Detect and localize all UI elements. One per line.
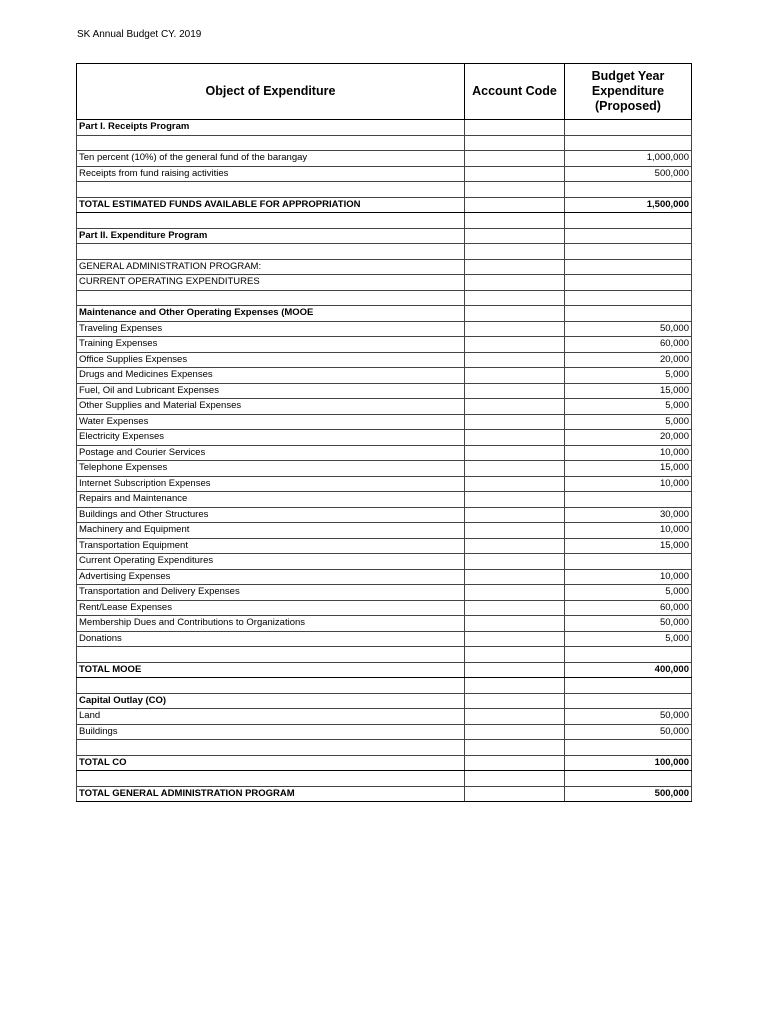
table-row [77,786,692,802]
row-label: Receipts from fund raising activities [77,166,465,182]
row-amount: 10,000 [565,445,692,461]
row-label: Postage and Courier Services [77,445,465,461]
row-label: TOTAL ESTIMATED FUNDS AVAILABLE FOR APPROPRIATION [77,197,465,213]
row-amount: 20,000 [565,352,692,368]
row-account-code [465,197,565,213]
row-amount [565,771,692,787]
row-amount: 5,000 [565,631,692,647]
row-label: Fuel, Oil and Lubricant Expenses [77,383,465,399]
table-row [77,166,692,182]
row-account-code [465,259,565,275]
row-account-code [465,244,565,260]
header-budget-year-expenditure: Budget Year Expenditure (Proposed) [565,64,692,120]
row-account-code [465,213,565,229]
table-row [77,740,692,756]
row-label: Ten percent (10%) of the general fund of the barangay [77,151,465,167]
row-label [77,771,465,787]
table-row [77,724,692,740]
row-account-code [465,662,565,678]
row-account-code [465,337,565,353]
table-row [77,151,692,167]
row-label: Other Supplies and Material Expenses [77,399,465,415]
row-label: Land [77,709,465,725]
row-amount: 10,000 [565,476,692,492]
row-amount: 500,000 [565,166,692,182]
row-account-code [465,461,565,477]
row-amount [565,492,692,508]
table-row [77,616,692,632]
row-label [77,647,465,663]
row-label: Transportation and Delivery Expenses [77,585,465,601]
row-account-code [465,430,565,446]
row-label: TOTAL CO [77,755,465,771]
row-amount: 1,500,000 [565,197,692,213]
row-amount [565,259,692,275]
row-label: Electricity Expenses [77,430,465,446]
row-label [77,244,465,260]
table-row [77,228,692,244]
row-account-code [465,616,565,632]
row-account-code [465,631,565,647]
row-account-code [465,600,565,616]
table-row [77,213,692,229]
row-account-code [465,275,565,291]
row-account-code [465,120,565,136]
row-amount: 50,000 [565,616,692,632]
row-account-code [465,678,565,694]
row-account-code [465,786,565,802]
table-row [77,182,692,198]
row-amount: 15,000 [565,538,692,554]
row-label: Buildings [77,724,465,740]
row-amount: 5,000 [565,585,692,601]
row-amount [565,135,692,151]
row-label [77,740,465,756]
row-account-code [465,321,565,337]
row-label: Membership Dues and Contributions to Organizations [77,616,465,632]
row-label: Current Operating Expenditures [77,554,465,570]
table-row [77,523,692,539]
row-amount: 1,000,000 [565,151,692,167]
header-account-code: Account Code [465,64,565,120]
row-label: Machinery and Equipment [77,523,465,539]
table-row [77,554,692,570]
table-row [77,321,692,337]
row-account-code [465,693,565,709]
row-amount [565,120,692,136]
budget-table [76,63,692,802]
row-amount: 60,000 [565,600,692,616]
row-account-code [465,290,565,306]
row-amount [565,244,692,260]
row-account-code [465,647,565,663]
row-label [77,678,465,694]
table-row [77,585,692,601]
table-row [77,135,692,151]
table-row [77,693,692,709]
table-row [77,600,692,616]
row-amount: 15,000 [565,461,692,477]
row-account-code [465,368,565,384]
row-label: Advertising Expenses [77,569,465,585]
table-row [77,120,692,136]
row-amount: 500,000 [565,786,692,802]
row-label [77,135,465,151]
row-label: Part II. Expenditure Program [77,228,465,244]
row-label: CURRENT OPERATING EXPENDITURES [77,275,465,291]
table-row [77,647,692,663]
row-amount: 60,000 [565,337,692,353]
row-amount: 50,000 [565,724,692,740]
table-row [77,461,692,477]
row-amount: 5,000 [565,368,692,384]
row-amount [565,693,692,709]
row-amount: 50,000 [565,321,692,337]
table-row [77,678,692,694]
row-account-code [465,476,565,492]
row-label [77,213,465,229]
row-amount [565,182,692,198]
row-account-code [465,569,565,585]
table-row [77,631,692,647]
row-account-code [465,399,565,415]
row-label: Part I. Receipts Program [77,120,465,136]
row-amount: 20,000 [565,430,692,446]
table-row [77,569,692,585]
table-row [77,259,692,275]
row-amount [565,275,692,291]
row-amount: 5,000 [565,399,692,415]
table-row [77,662,692,678]
header-object-of-expenditure: Object of Expenditure [77,64,465,120]
table-row [77,492,692,508]
table-row [77,368,692,384]
row-account-code [465,445,565,461]
row-amount [565,228,692,244]
row-amount [565,647,692,663]
row-label: Telephone Expenses [77,461,465,477]
row-account-code [465,709,565,725]
row-account-code [465,771,565,787]
row-amount [565,678,692,694]
table-row [77,306,692,322]
row-amount: 15,000 [565,383,692,399]
table-row [77,709,692,725]
row-amount: 50,000 [565,709,692,725]
row-label: Internet Subscription Expenses [77,476,465,492]
document-title: SK Annual Budget CY. 2019 [77,29,202,40]
row-label [77,182,465,198]
row-label: Drugs and Medicines Expenses [77,368,465,384]
table-row [77,476,692,492]
row-amount: 10,000 [565,569,692,585]
row-account-code [465,755,565,771]
row-label: Capital Outlay (CO) [77,693,465,709]
row-amount [565,306,692,322]
row-label: Maintenance and Other Operating Expenses (MOOE [77,306,465,322]
table-row [77,383,692,399]
row-account-code [465,414,565,430]
row-account-code [465,383,565,399]
row-amount: 30,000 [565,507,692,523]
table-row [77,507,692,523]
row-label: Training Expenses [77,337,465,353]
table-row [77,445,692,461]
row-label: Buildings and Other Structures [77,507,465,523]
row-label: Donations [77,631,465,647]
row-amount [565,740,692,756]
row-account-code [465,585,565,601]
row-account-code [465,724,565,740]
row-amount: 5,000 [565,414,692,430]
row-account-code [465,228,565,244]
table-row [77,352,692,368]
row-label: Water Expenses [77,414,465,430]
row-account-code [465,135,565,151]
table-row [77,538,692,554]
row-label [77,290,465,306]
row-label: Rent/Lease Expenses [77,600,465,616]
table-row [77,430,692,446]
row-account-code [465,507,565,523]
row-amount [565,213,692,229]
row-account-code [465,306,565,322]
row-account-code [465,166,565,182]
row-label: Traveling Expenses [77,321,465,337]
row-amount [565,290,692,306]
table-row [77,337,692,353]
table-row [77,755,692,771]
row-label: TOTAL MOOE [77,662,465,678]
row-account-code [465,554,565,570]
budget-table-body [77,120,692,802]
row-amount [565,554,692,570]
table-row [77,771,692,787]
row-amount: 400,000 [565,662,692,678]
table-header-row [77,64,692,120]
row-amount: 100,000 [565,755,692,771]
row-account-code [465,492,565,508]
table-row [77,197,692,213]
row-account-code [465,151,565,167]
table-row [77,244,692,260]
row-account-code [465,352,565,368]
row-label: Office Supplies Expenses [77,352,465,368]
row-account-code [465,523,565,539]
row-label: GENERAL ADMINISTRATION PROGRAM: [77,259,465,275]
row-label: Transportation Equipment [77,538,465,554]
row-account-code [465,182,565,198]
table-row [77,414,692,430]
table-row [77,399,692,415]
table-row [77,290,692,306]
table-row [77,275,692,291]
row-account-code [465,740,565,756]
row-label: TOTAL GENERAL ADMINISTRATION PROGRAM [77,786,465,802]
row-label: Repairs and Maintenance [77,492,465,508]
row-amount: 10,000 [565,523,692,539]
row-account-code [465,538,565,554]
